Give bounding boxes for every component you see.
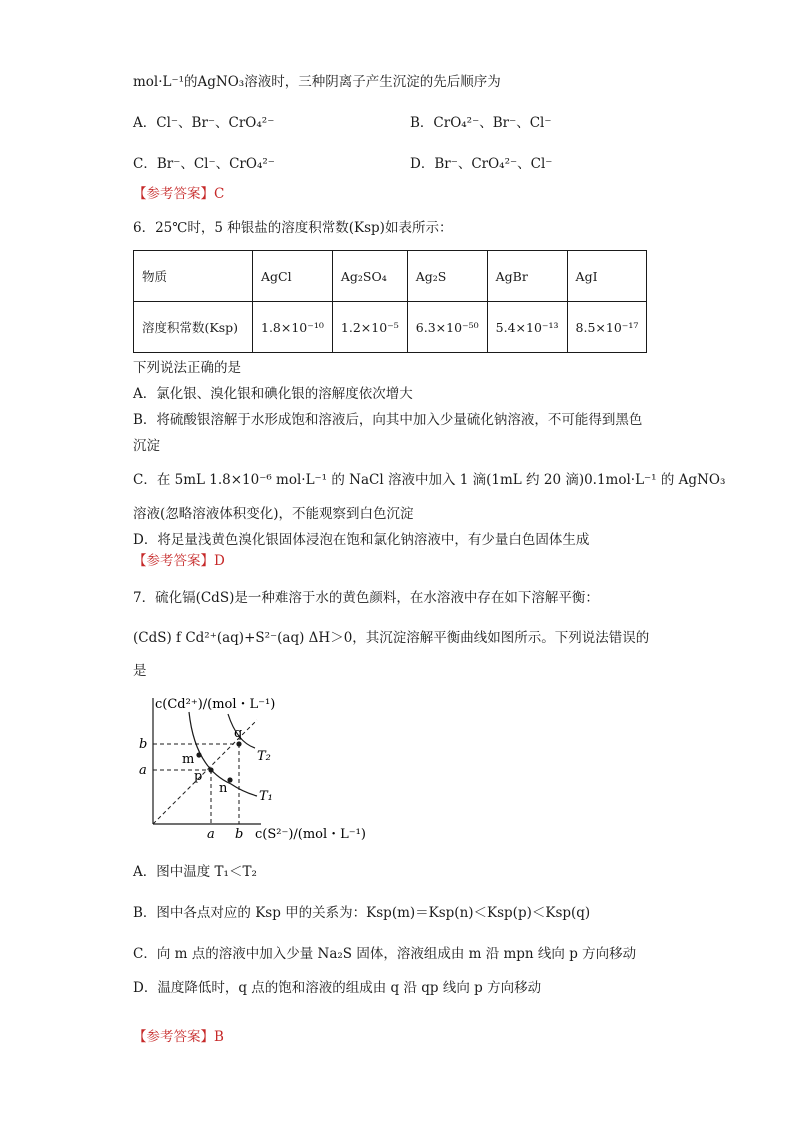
table-cell: 1.8×10⁻¹⁰ (253, 302, 333, 353)
table-cell: 5.4×10⁻¹³ (487, 302, 567, 353)
q6-follow: 下列说法正确的是 (133, 360, 241, 376)
q6-option-a: A．氯化银、溴化银和碘化银的溶解度依次增大 (133, 386, 413, 402)
label-m: m (182, 752, 195, 767)
table-cell: 物质 (134, 251, 253, 302)
q7-option-a: A．图中温度 T₁＜T₂ (133, 864, 257, 880)
q5-option-c: C．Br⁻、Cl⁻、CrO₄²⁻ (133, 156, 275, 172)
table-cell: 8.5×10⁻¹⁷ (567, 302, 647, 353)
x-tick-b: b (235, 827, 244, 842)
q7-stem: 7．硫化镉(CdS)是一种难溶于水的黄色颜料，在水溶液中存在如下溶解平衡： (133, 590, 599, 606)
label-p: p (194, 769, 203, 784)
table-cell: AgBr (487, 251, 567, 302)
q6-option-c-line2: 溶液(忽略溶液体积变化)，不能观察到白色沉淀 (133, 506, 414, 522)
ksp-table-header-row (134, 251, 647, 302)
table-cell: Ag₂SO₄ (332, 251, 407, 302)
q7-option-b: B．图中各点对应的 Ksp 甲的关系为：Ksp(m)＝Ksp(n)＜Ksp(p)＜Ksp(q) (133, 905, 591, 921)
point-p (208, 767, 213, 772)
ksp-table (133, 250, 647, 353)
point-n (227, 777, 232, 782)
table-cell: 1.2×10⁻⁵ (332, 302, 407, 353)
table-cell: AgI (567, 251, 647, 302)
table-cell: AgCl (253, 251, 333, 302)
x-axis-label: c(S²⁻)/(mol・L⁻¹) (255, 827, 366, 842)
label-t1: T₁ (259, 789, 273, 804)
table-cell: Ag₂S (407, 251, 487, 302)
y-tick-a: a (139, 763, 147, 778)
q7-option-c: C．向 m 点的溶液中加入少量 Na₂S 固体，溶液组成由 m 沿 mpn 线向 p 方向移动 (133, 946, 637, 962)
q7-equation: (CdS) f Cd²⁺(aq)+S²⁻(aq) ΔH＞0，其沉淀溶解平衡曲线如图所示。下列说法错误的 (133, 630, 650, 646)
q7-option-d: D．温度降低时，q 点的饱和溶液的组成由 q 沿 qp 线向 p 方向移动 (133, 980, 542, 996)
q6-option-c-line1: C．在 5mL 1.8×10⁻⁶ mol·L⁻¹ 的 NaCl 溶液中加入 1 滴(1mL 约 20 滴)0.1mol·L⁻¹ 的 AgNO₃ (133, 472, 726, 488)
q6-answer: 【参考答案】D (133, 553, 225, 569)
q5-option-b: B．CrO₄²⁻、Br⁻、Cl⁻ (410, 115, 552, 131)
q6-stem: 6．25℃时，5 种银盐的溶度积常数(Ksp)如表所示： (133, 220, 453, 236)
x-tick-a: a (207, 827, 215, 842)
q7-answer: 【参考答案】B (133, 1029, 224, 1045)
q7-equation-tail: 是 (133, 663, 147, 679)
q6-option-b-line2: 沉淀 (133, 438, 160, 454)
q5-option-a: A．Cl⁻、Br⁻、CrO₄²⁻ (133, 115, 275, 131)
q6-option-b-line1: B．将硫酸银溶解于水形成饱和溶液后，向其中加入少量硫化钠溶液，不可能得到黑色 (133, 412, 643, 428)
label-q: q (234, 726, 243, 741)
q6-option-d: D．将足量浅黄色溴化银固体浸泡在饱和氯化钠溶液中，有少量白色固体生成 (133, 532, 590, 548)
label-t2: T₂ (257, 749, 271, 764)
y-tick-b: b (139, 737, 148, 752)
q5-stem-tail: mol·L⁻¹的AgNO₃溶液时，三种阴离子产生沉淀的先后顺序为 (133, 74, 501, 90)
q5-answer: 【参考答案】C (133, 186, 225, 202)
label-n: n (219, 781, 228, 796)
y-axis-label: c(Cd²⁺)/(mol・L⁻¹) (155, 697, 276, 712)
q5-option-d: D．Br⁻、CrO₄²⁻、Cl⁻ (410, 156, 553, 172)
point-q (236, 741, 241, 746)
table-cell: 6.3×10⁻⁵⁰ (407, 302, 487, 353)
ksp-table-value-row (134, 302, 647, 353)
table-cell: 溶度积常数(Ksp) (134, 302, 253, 353)
point-m (196, 752, 201, 757)
dissolution-equilibrium-graph (133, 690, 393, 850)
